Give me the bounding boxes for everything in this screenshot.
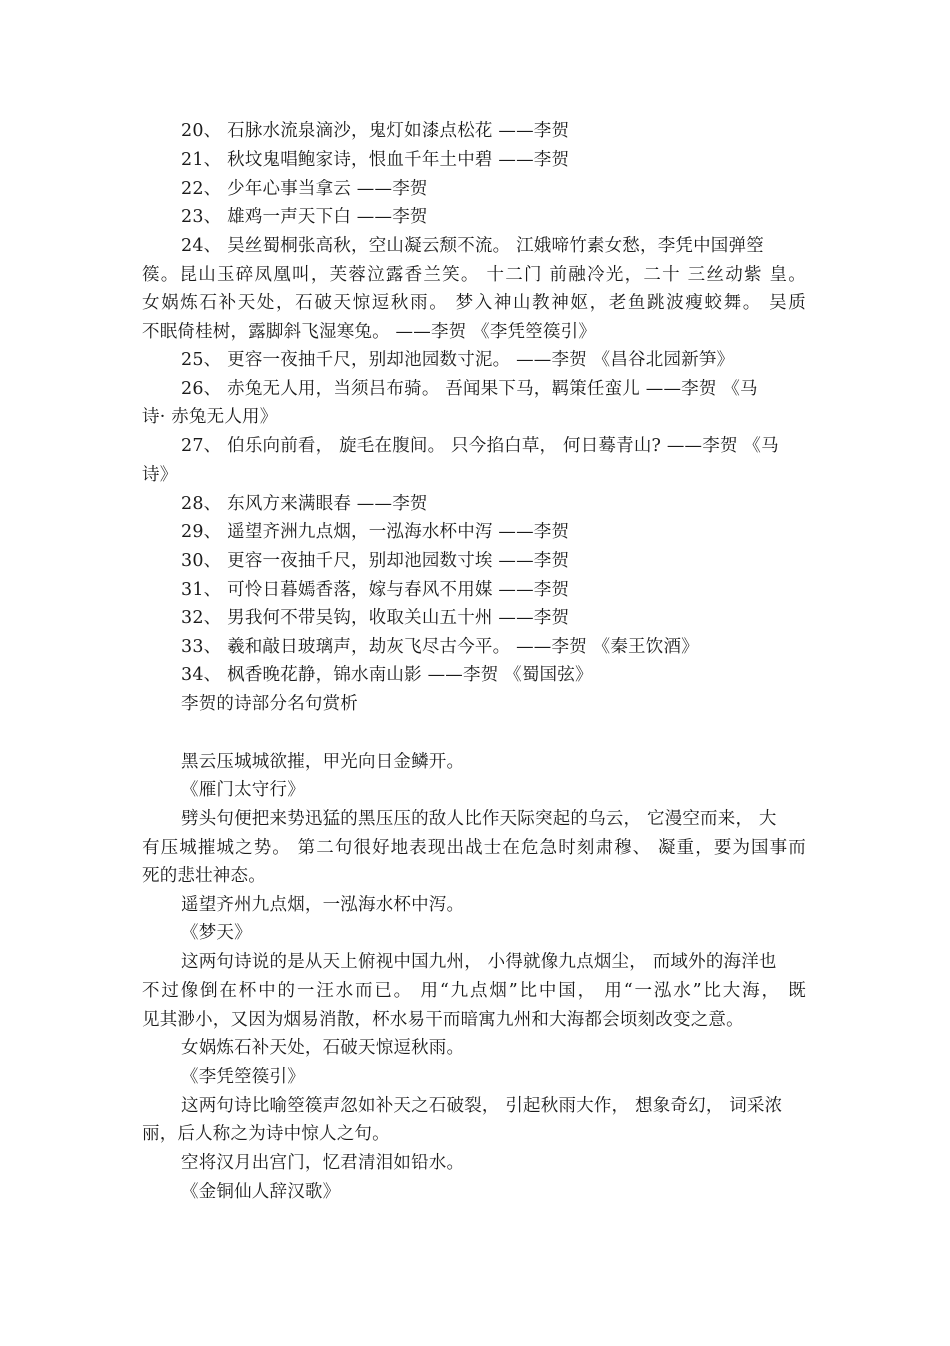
text-line: 33、 羲和敲日玻璃声，劫灰飞尽古今平。 ——李贺 《秦王饮酒》 <box>181 637 699 657</box>
text-line: 26、 赤兔无人用，当须吕布骑。 吾闻果下马，羁策任蛮儿 ——李贺 《马 <box>181 379 758 399</box>
text-line: 22、 少年心事当拿云 ——李贺 <box>181 179 428 199</box>
text-line: 24、 吴丝蜀桐张高秋，空山凝云颓不流。 江娥啼竹素女愁，李凭中国弹箜 <box>181 236 764 256</box>
source-title: 《李凭箜篌引》 <box>181 1067 305 1087</box>
text-line: 女娲炼石补天处，石破天惊逗秋雨。 梦入神山教神妪，老鱼跳波瘦蛟舞。 吴质 <box>142 293 806 313</box>
text-line: 25、 更容一夜抽千尺，别却池园数寸泥。 ——李贺 《昌谷北园新笋》 <box>181 350 735 370</box>
analysis-line: 不过像倒在杯中的一汪水而已。 用“九点烟”比中国， 用“一泓水”比大海， 既 <box>142 981 806 1001</box>
analysis-line: 见其渺小，又因为烟易消散，杯水易干而暗寓九州和大海都会顷刻改变之意。 <box>142 1010 744 1030</box>
quote-line: 空将汉月出宫门，忆君清泪如铅水。 <box>181 1153 465 1173</box>
text-line: 27、 伯乐向前看， 旋毛在腹间。 只今掐白草， 何日蓦青山? ——李贺 《马 <box>181 436 779 456</box>
source-title: 《金铜仙人辞汉歌》 <box>181 1182 341 1202</box>
source-title: 《梦天》 <box>181 923 252 943</box>
text-line: 篌。昆山玉碎凤凰叫，芙蓉泣露香兰笑。 十二门 前融冷光，二十 三丝动紫 皇。 <box>142 265 806 285</box>
text-line: 不眠倚桂树，露脚斜飞湿寒兔。 ——李贺 《李凭箜篌引》 <box>142 322 597 342</box>
analysis-line: 这两句诗说的是从天上俯视中国九州， 小得就像九点烟尘， 而域外的海洋也 <box>181 952 777 972</box>
analysis-line: 劈头句便把来势迅猛的黑压压的敌人比作天际突起的乌云， 它漫空而来， 大 <box>181 809 777 829</box>
text-line: 30、 更容一夜抽千尺，别却池园数寸埃 ——李贺 <box>181 551 570 571</box>
section-heading: 李贺的诗部分名句赏析 <box>181 694 358 714</box>
analysis-line: 有压城摧城之势。 第二句很好地表现出战士在危急时刻肃穆、 凝重，要为国事而 <box>142 838 806 858</box>
text-line: 23、 雄鸡一声天下白 ——李贺 <box>181 207 428 227</box>
text-line: 31、 可怜日暮嫣香落，嫁与春风不用媒 ——李贺 <box>181 580 570 600</box>
text-line: 32、 男我何不带吴钩，收取关山五十州 ——李贺 <box>181 608 570 628</box>
text-line: 21、 秋坟鬼唱鲍家诗，恨血千年土中碧 ——李贺 <box>181 150 570 170</box>
analysis-line: 丽，后人称之为诗中惊人之句。 <box>142 1124 390 1144</box>
text-line: 诗· 赤兔无人用》 <box>142 407 278 427</box>
source-title: 《雁门太守行》 <box>181 780 305 800</box>
quote-line: 黑云压城城欲摧，甲光向日金鳞开。 <box>181 752 465 772</box>
analysis-line: 这两句诗比喻箜篌声忽如补天之石破裂， 引起秋雨大作， 想象奇幻， 词采浓 <box>181 1096 783 1116</box>
analysis-line: 死的悲壮神态。 <box>142 866 266 886</box>
text-line: 34、 枫香晚花静，锦水南山影 ——李贺 《蜀国弦》 <box>181 665 593 685</box>
text-line: 诗》 <box>142 465 178 485</box>
text-line: 29、 遥望齐洲九点烟，一泓海水杯中泻 ——李贺 <box>181 522 570 542</box>
quote-line: 遥望齐州九点烟，一泓海水杯中泻。 <box>181 895 465 915</box>
quote-line: 女娲炼石补天处，石破天惊逗秋雨。 <box>181 1038 465 1058</box>
text-line: 20、 石脉水流泉滴沙，鬼灯如漆点松花 ——李贺 <box>181 121 570 141</box>
text-line: 28、 东风方来满眼春 ——李贺 <box>181 494 428 514</box>
